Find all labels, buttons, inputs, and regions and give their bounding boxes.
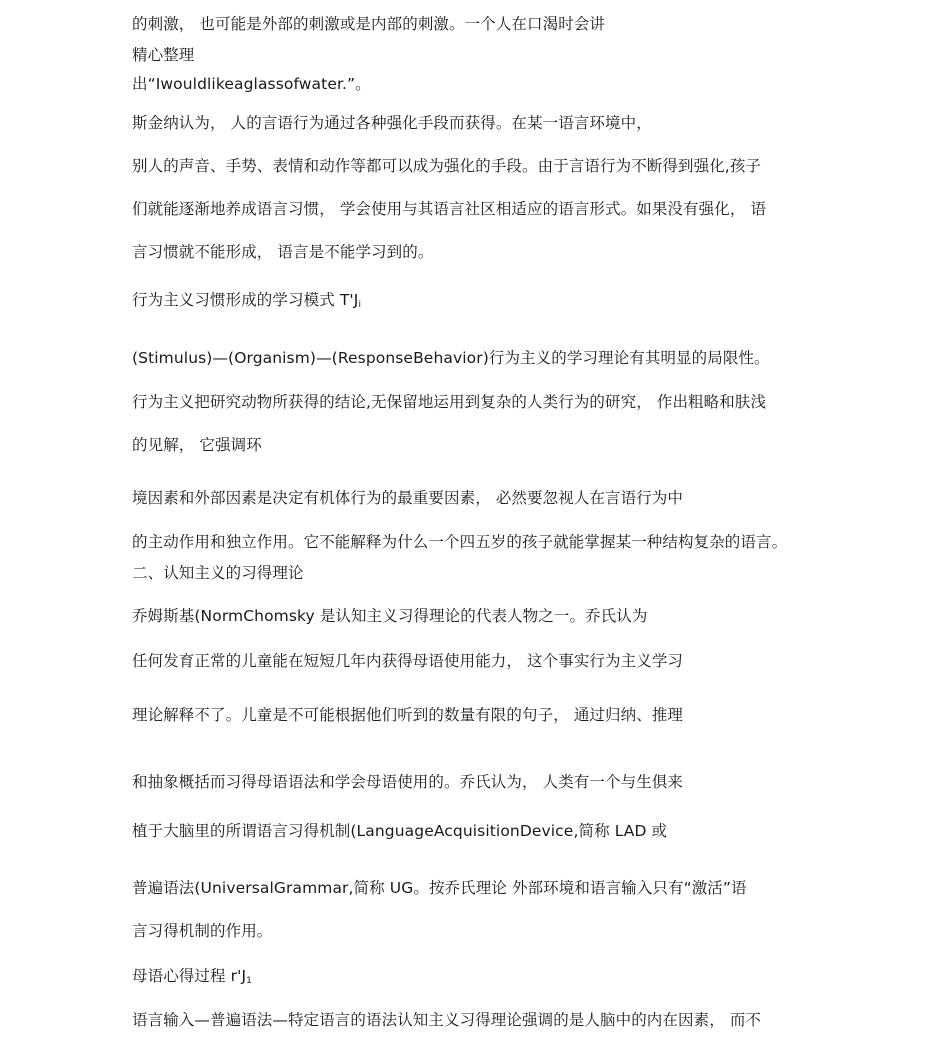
text-line-4: 别人的声音、手势、表情和动作等都可以成为强化的手段。由于言语行为不断得到强化,孩子	[132, 157, 762, 175]
text-line-19: 言习得机制的作用。	[132, 922, 273, 940]
text-line-20	[132, 966, 252, 991]
text-line-8: (Stimulus)—(Organism)—(ResponseBehavior)行为主义的学习理论有其明显的局限性。	[132, 349, 770, 367]
text-line-2: 出“Iwouldlikeaglassofwater.”。	[132, 75, 371, 93]
text-line-12: 的主动作用和独立作用。它不能解释为什么一个四五岁的孩子就能掌握某一种结构复杂的语言。	[132, 533, 788, 551]
text-line-10: 的见解， 它强调环	[132, 436, 262, 454]
footnote-mark: 1	[246, 976, 252, 986]
footnote-mark: i	[358, 300, 362, 310]
page-watermark-text: 精心整理	[132, 46, 195, 64]
heading-text: 行为主义习惯形成的学习模式 T'J	[132, 291, 359, 309]
text-line-17: 植于大脑里的所谓语言习得机制(LanguageAcquisitionDevice,简称 LAD 或	[132, 822, 668, 840]
text-line-16: 和抽象概括而习得母语语法和学会母语使用的。乔氏认为， 人类有一个与生俱来	[132, 773, 684, 791]
text-line-13: 乔姆斯基(NormChomsky 是认知主义习得理论的代表人物之一。乔氏认为	[132, 607, 648, 625]
text-line-14: 任何发育正常的儿童能在短短几年内获得母语使用能力， 这个事实行为主义学习	[132, 652, 684, 670]
text-line-5: 们就能逐渐地养成语言习惯， 学会使用与其语言社区相适应的语言形式。如果没有强化， 语	[132, 200, 767, 218]
text-line-7	[132, 290, 361, 315]
section-heading: 二、认知主义的习得理论	[132, 564, 304, 582]
text-line-3: 斯金纳认为， 人的言语行为通过各种强化手段而获得。在某一语言环境中，	[132, 114, 652, 132]
text-line-9: 行为主义把研究动物所获得的结论,无保留地运用到复杂的人类行为的研究， 作出粗略和肤浅	[132, 393, 767, 411]
text-line-15: 理论解释不了。儿童是不可能根据他们听到的数量有限的句子， 通过归纳、推理	[132, 706, 684, 724]
heading-text: 母语心得过程 r'J	[132, 967, 247, 985]
text-line-6: 言习惯就不能形成， 语言是不能学习到的。	[132, 243, 434, 261]
text-line-18: 普遍语法(UniversalGrammar,简称 UG。按乔氏理论 外部环境和语言输入只有“激活”语	[132, 879, 747, 897]
text-line-21: 语言输入—普遍语法—特定语言的语法认知主义习得理论强调的是人脑中的内在因素， 而不	[132, 1011, 762, 1029]
text-line-11: 境因素和外部因素是决定有机体行为的最重要因素， 必然要忽视人在言语行为中	[132, 489, 684, 507]
text-line-1: 的刺激， 也可能是外部的刺激或是内部的刺激。一个人在口渴时会讲	[132, 15, 606, 33]
